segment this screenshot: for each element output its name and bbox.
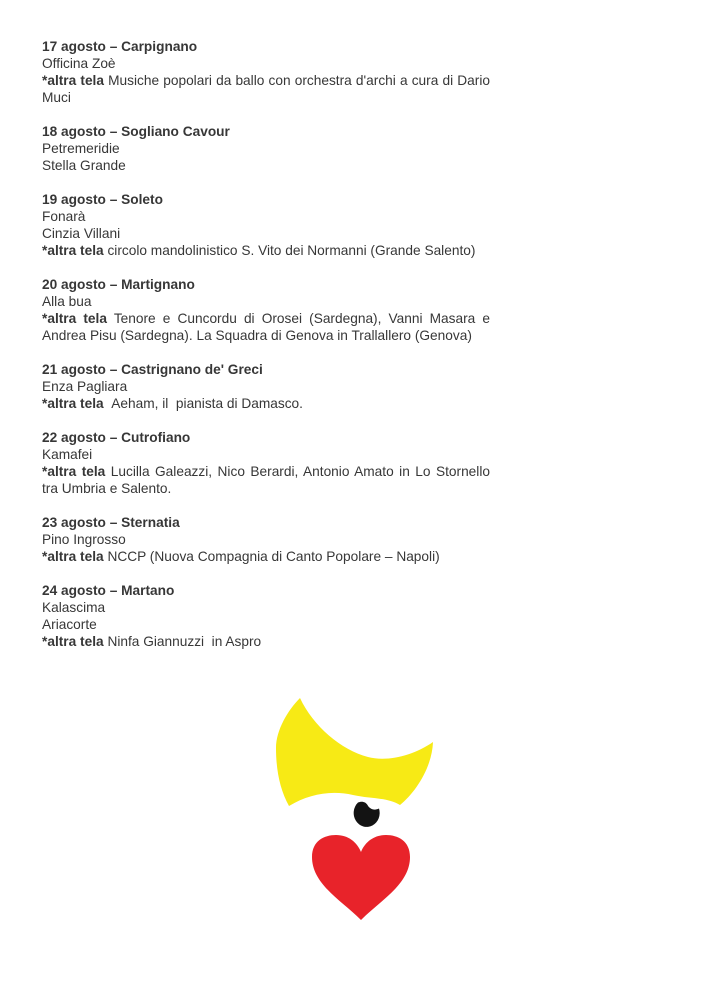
altra-tela-paragraph: [42, 242, 490, 259]
eye-dot-icon: [354, 802, 380, 827]
event-entry: [42, 276, 490, 344]
altra-tela-label: *altra tela: [42, 549, 104, 564]
event-entry: [42, 191, 490, 259]
event-list: [42, 38, 490, 667]
event-date-title: 21 agosto – Castrignano de' Greci: [42, 362, 263, 377]
performer-line: Stella Grande: [42, 158, 126, 173]
altra-tela-text: Musiche popolari da ballo con orchestra d'archi a cura di Dario Muci: [42, 73, 490, 105]
moon-and-heart-logo-graphic: [275, 690, 435, 935]
altra-tela-paragraph: [42, 310, 490, 344]
altra-tela-paragraph: [42, 633, 490, 650]
performer-line: Petremeridie: [42, 141, 120, 156]
performer-line: Officina Zoè: [42, 56, 116, 71]
event-date-title: 23 agosto – Sternatia: [42, 515, 180, 530]
performer-line: Alla bua: [42, 294, 92, 309]
event-date-title: 18 agosto – Sogliano Cavour: [42, 124, 230, 139]
event-entry: [42, 38, 490, 106]
altra-tela-label: *altra tela: [42, 634, 104, 649]
event-date-title: 19 agosto – Soleto: [42, 192, 163, 207]
altra-tela-label: *altra tela: [42, 396, 104, 411]
altra-tela-paragraph: [42, 72, 490, 106]
event-entry: [42, 514, 490, 565]
altra-tela-paragraph: [42, 548, 490, 565]
performer-line: Ariacorte: [42, 617, 97, 632]
altra-tela-label: *altra tela: [42, 243, 104, 258]
event-date-title: 17 agosto – Carpignano: [42, 39, 198, 54]
event-date-title: 22 agosto – Cutrofiano: [42, 430, 191, 445]
altra-tela-text: Lucilla Galeazzi, Nico Berardi, Antonio Amato in Lo Stornello tra Umbria e Salento.: [42, 464, 490, 496]
altra-tela-text: circolo mandolinistico S. Vito dei Normanni (Grande Salento): [107, 243, 476, 258]
altra-tela-label: *altra tela: [42, 73, 104, 88]
altra-tela-paragraph: [42, 395, 490, 412]
event-entry: [42, 361, 490, 412]
altra-tela-label: *altra tela: [42, 464, 106, 479]
heart-icon: [312, 835, 410, 920]
event-date-title: 24 agosto – Martano: [42, 583, 175, 598]
performer-line: Cinzia Villani: [42, 226, 121, 241]
altra-tela-text: Tenore e Cuncordu di Orosei (Sardegna), Vanni Masara e Andrea Pisu (Sardegna). La Squadra di Genova in Trallallero (Genova): [42, 311, 490, 343]
altra-tela-text: Aeham, il pianista di Damasco.: [107, 396, 303, 411]
altra-tela-label: *altra tela: [42, 311, 107, 326]
performer-line: Enza Pagliara: [42, 379, 128, 394]
performer-line: Fonarà: [42, 209, 86, 224]
altra-tela-paragraph: [42, 463, 490, 497]
event-entry: [42, 123, 490, 174]
event-entry: [42, 582, 490, 650]
event-entry: [42, 429, 490, 497]
altra-tela-text: Ninfa Giannuzzi in Aspro: [107, 634, 262, 649]
moon-icon: [276, 698, 433, 806]
performer-line: Kamafei: [42, 447, 93, 462]
performer-line: Pino Ingrosso: [42, 532, 126, 547]
altra-tela-text: NCCP (Nuova Compagnia di Canto Popolare – Napoli): [107, 549, 440, 564]
event-date-title: 20 agosto – Martignano: [42, 277, 195, 292]
festival-logo: [275, 690, 435, 935]
performer-line: Kalascima: [42, 600, 106, 615]
